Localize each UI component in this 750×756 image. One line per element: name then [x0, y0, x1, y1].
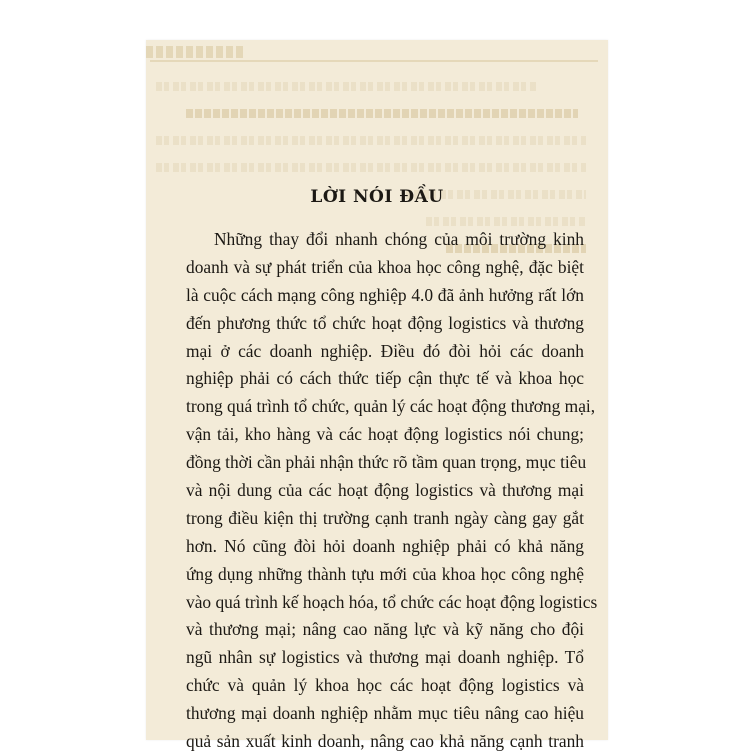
book-page: [146, 40, 608, 752]
text-line: đồng thời cần phải nhận thức rõ tầm quan trọng, mục tiêu: [186, 452, 587, 473]
bleed-through-line: [426, 217, 586, 226]
body-paragraph: [186, 226, 598, 756]
text-line: trong điều kiện thị trường cạnh tranh ngày càng gay gắt: [186, 507, 584, 528]
bleed-through-header-rule: [150, 60, 598, 62]
text-line: mại ở các doanh nghiệp. Điều đó đòi hỏi các doanh: [186, 340, 584, 361]
text-line: chức và quản lý khoa học các hoạt động logistics và: [186, 675, 584, 696]
text-line: trong quá trình tổ chức, quản lý các hoạt động thương mại,: [186, 396, 596, 417]
text-line: là cuộc cách mạng công nghiệp 4.0 đã ảnh hưởng rất lớn: [186, 284, 584, 305]
text-line: hơn. Nó cũng đòi hỏi doanh nghiệp phải có khả năng: [186, 535, 584, 556]
text-line: vận tải, kho hàng và các hoạt động logistics nói chung;: [186, 424, 584, 445]
text-line: ứng dụng những thành tựu mới của khoa học công nghệ: [186, 563, 584, 584]
bleed-through-line: [156, 136, 586, 145]
bleed-through-header: [146, 46, 246, 58]
text-line: nghiệp phải có cách thức tiếp cận thực tế và khoa học: [186, 368, 584, 389]
bleed-through-line: [186, 109, 578, 118]
text-line: đến phương thức tổ chức hoạt động logistics và thương: [186, 312, 584, 333]
text-line: vào quá trình kế hoạch hóa, tổ chức các hoạt động logistics: [186, 591, 598, 612]
text-line: ngũ nhân sự logistics và thương mại doanh nghiệp. Tổ: [186, 647, 584, 668]
bleed-through-line: [156, 163, 586, 172]
text-line: và nội dung của các hoạt động logistics và thương mại: [186, 480, 584, 501]
text-line: doanh và sự phát triển của khoa học công nghệ, đặc biệt: [186, 256, 584, 277]
text-line: Những thay đổi nhanh chóng của môi trường kinh: [214, 229, 584, 249]
text-line: quả sản xuất kinh doanh, nâng cao khả năng cạnh tranh: [186, 731, 584, 752]
bleed-through-line: [156, 82, 536, 91]
text-line: và thương mại; nâng cao năng lực và kỹ năng cho đội: [186, 619, 584, 640]
text-line: thương mại doanh nghiệp nhằm mục tiêu nâng cao hiệu: [186, 703, 584, 724]
page-title: LỜI NÓI ĐẦU: [310, 187, 444, 207]
